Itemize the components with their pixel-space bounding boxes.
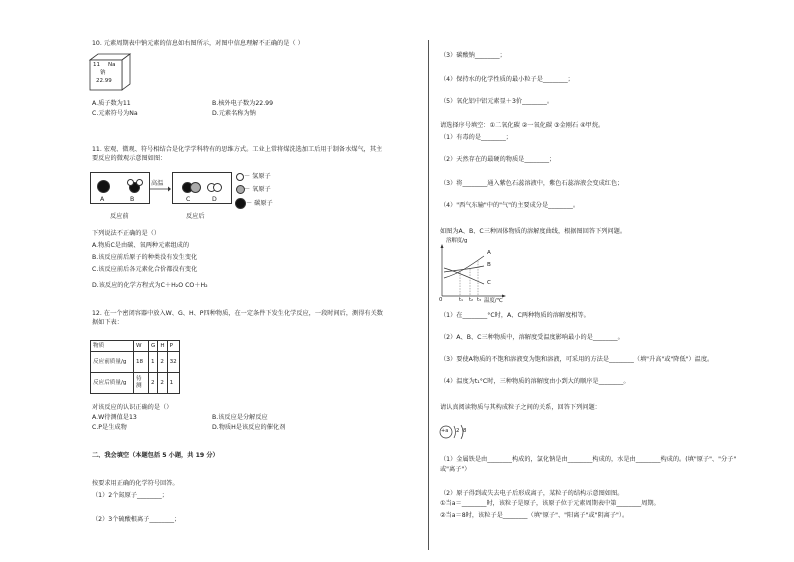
section-two-heading: 二、我会填空（本题包括 5 小题，共 19 分）	[92, 452, 219, 459]
reaction-arrow-icon	[149, 186, 171, 192]
table-cell: 1	[149, 352, 158, 373]
hydrogen-atom-d2	[213, 183, 222, 192]
nucleus-label: +a	[441, 428, 449, 434]
product-box	[172, 172, 232, 204]
select-item-2: （2）天然存在的最硬的物质是________；	[440, 156, 556, 163]
legend-hydrogen: － 氢原子	[244, 173, 271, 180]
q10-option-d: D.元素名称为钠	[212, 110, 256, 117]
q12-stem-2: 据如下表：	[92, 319, 123, 326]
after-label: 反应后	[186, 213, 205, 220]
graph-ylabel: 溶解度/g	[446, 238, 468, 244]
q11-option-d: D.该反应的化学方程式为C＋H₂O CO＋H₂	[92, 282, 208, 289]
tick-t2: t₂	[469, 297, 474, 303]
solubility-item-3: （3）要使A物质的不饱和溶液变为饱和溶液，可采用的方法是________（填"升高"或"降低"）温度。	[440, 356, 714, 363]
legend-carbon: － 碳原子	[246, 200, 273, 207]
before-label: 反应前	[110, 213, 129, 220]
label-c: C	[186, 196, 191, 203]
tile-number: 11	[93, 62, 100, 68]
shell2-label: 8	[463, 428, 467, 434]
sodium-element-tile	[88, 52, 132, 92]
select-item-3: （3）将________通入紫色石蕊溶液中，紫色石蕊溶液会变成红色；	[440, 180, 624, 187]
table-cell: 2	[158, 352, 167, 373]
label-b: B	[130, 196, 135, 203]
select-item-4: （4）"西气东输"中的"气"的主要成分是________。	[440, 202, 580, 209]
q11-prompt: 下列说法不正确的是（）	[92, 230, 161, 237]
q10-option-c: C.元素符号为Na	[92, 110, 138, 117]
atom-item-1-cont: 或"离子"）	[440, 466, 471, 473]
tick-t3: t₃	[477, 297, 482, 303]
solubility-item-4: （4）温度为t₁°C时，三种物质的溶解度由小到大的顺序是________。	[440, 378, 630, 385]
table-cell: 反应前质量/g	[91, 352, 134, 373]
select-question: 请选择序号填空：①二氧化碳 ②一氧化碳 ③金刚石 ④甲烷。	[440, 122, 605, 129]
table-cell: G	[149, 341, 158, 352]
q12-stem-1: 12. 在一个密闭容器中放入W、G、H、P四种物质，在一定条件下发生化学反应，一段时间后，测得有关数	[92, 310, 383, 317]
table-row	[91, 341, 180, 352]
table-cell: 2	[158, 373, 167, 394]
table-cell: P	[167, 341, 179, 352]
table-cell: 待测	[134, 373, 149, 394]
q12-option-d: D.物质H是该反应的催化剂	[212, 424, 286, 431]
atom-item-1: （1）金属铁是由________构成的，氯化钠是由________构成的，水是由________构成的。(填"原子"、"分子"	[440, 456, 737, 463]
mass-table	[90, 340, 180, 394]
atom-item-2-i: ①当a＝________时，该粒子是原子，该原子位于元素周期表中第________周期。	[440, 500, 660, 507]
arrow-label: 高温	[151, 180, 164, 187]
table-cell: 反应后质量/g	[91, 373, 134, 394]
fill-intro: 按要求用正确的化学符号回答。	[92, 480, 179, 487]
table-row	[91, 352, 180, 373]
table-cell: H	[158, 341, 167, 352]
fill-item-1: （1）2个氮原子________；	[92, 492, 168, 499]
solubility-curve-chart	[438, 244, 508, 300]
series-label-b: B	[487, 262, 491, 268]
q11-option-a: A.物质C是由碳、氧两种元素组成的	[92, 242, 190, 249]
q11-option-b: B.该反应前后原子的种类没有发生变化	[92, 254, 198, 261]
q10-option-a: A.质子数为11	[92, 100, 131, 107]
q12-option-a: A.W待测值是13	[92, 414, 137, 421]
hydrogen-legend-icon	[236, 173, 244, 181]
carbon-atom-a	[97, 180, 110, 193]
q11-stem-2: 要反应的微观示意图如图：	[92, 155, 167, 162]
table-cell: W	[134, 341, 149, 352]
table-cell: 1	[167, 373, 179, 394]
label-d: D	[212, 196, 217, 203]
table-cell: 物质	[91, 341, 134, 352]
series-label-c: C	[487, 280, 491, 286]
column-divider	[428, 40, 429, 550]
tick-t1: t₁	[459, 297, 464, 303]
select-item-1: （1）有毒的是________；	[440, 134, 512, 141]
graph-origin: 0	[439, 297, 443, 303]
q10-stem: 10. 元素周期表中钠元素的信息如右图所示，对图中信息理解不正确的是（ ）	[92, 40, 304, 47]
atom-question: 请认真阅读物质与其构成粒子之间的关系，回答下列问题：	[440, 404, 601, 411]
table-cell: 2	[149, 373, 158, 394]
hydrogen-atom-b2	[136, 179, 143, 186]
table-row	[91, 373, 180, 394]
fill-item-2: （2）3个硫酸根离子________；	[92, 516, 181, 523]
q10-option-b: B.核外电子数为22.99	[212, 100, 274, 107]
graph-xlabel: 温度/℃	[484, 298, 503, 304]
label-a: A	[100, 196, 105, 203]
atom-item-2: （2）原子得到或失去电子后形成离子，某粒子的结构示意图如图。	[440, 490, 624, 497]
hydrogen-atom-b1	[127, 179, 134, 186]
tile-symbol: Na	[108, 62, 116, 68]
q12-prompt: 对该反应的认识正确的是（）	[92, 404, 173, 411]
q11-stem-1: 11. 宏观、微观、符号相结合是化学学科特有的思维方式。工业上常将煤洗选加工后用于制备水煤气，其主	[92, 146, 383, 153]
carbon-legend-icon	[235, 198, 246, 209]
legend-oxygen: － 氧原子	[244, 186, 271, 193]
solubility-item-2: （2）A、B、C三种物质中，溶解度受温度影响最小的是________。	[440, 334, 624, 341]
fill-item-5: （5）氧化铝中铝元素显＋3价________。	[440, 98, 554, 105]
solubility-item-1: （1）在________°C时，A、C两种物质的溶解度相等。	[440, 312, 590, 319]
shell1-label: 2	[456, 428, 460, 434]
tile-name: 钠	[100, 70, 106, 76]
oxygen-atom-c	[190, 182, 201, 193]
tile-mass: 22.99	[96, 78, 112, 84]
q12-option-c: C.P是生成物	[92, 424, 127, 431]
atom-item-2-ii: ②当a＝8时，该粒子是________（填"原子"、"阳离子"或"阴离子"）。	[440, 512, 629, 519]
q11-option-c: C.该反应前后各元素化合价都没有变化	[92, 266, 198, 273]
solubility-question: 如图为A、B、C三种固体物质的溶解度曲线，根据图回答下列问题。	[440, 228, 627, 235]
table-cell: 18	[134, 352, 149, 373]
fill-item-4: （4）保持水的化学性质的最小粒子是________；	[440, 76, 574, 83]
series-label-a: A	[487, 250, 491, 256]
fill-item-3: （3）碳酸钠________；	[440, 52, 506, 59]
table-cell: 32	[167, 352, 179, 373]
q12-option-b: B.该反应是分解反应	[212, 414, 268, 421]
